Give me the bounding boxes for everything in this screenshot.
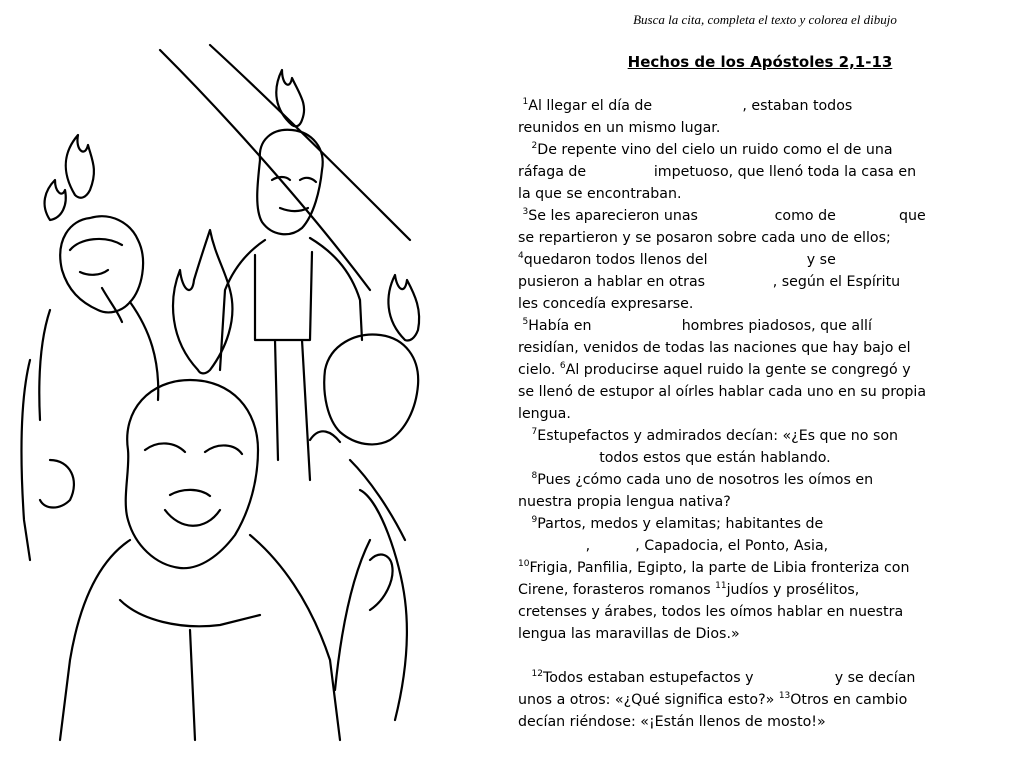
- verse-number: 13: [778, 691, 791, 701]
- text-line: [518, 249, 1008, 271]
- text-line: [518, 95, 1008, 117]
- text-segment: Todos estaban estupefactos y: [542, 670, 754, 686]
- verse-number: 7: [531, 427, 538, 437]
- text-line: residían, venidos de todas las naciones que hay bajo el: [518, 340, 911, 356]
- text-segment: cielo.: [518, 362, 556, 378]
- verse-number: 9: [531, 515, 538, 525]
- verse-number: 5: [522, 317, 529, 327]
- text-line: lengua las maravillas de Dios.»: [518, 626, 740, 642]
- text-line: [518, 689, 1008, 711]
- text-line: decían riéndose: «¡Están llenos de mosto!»: [518, 714, 826, 730]
- flame-top-left-icon: [45, 135, 94, 220]
- text-segment: Pues ¿cómo cada uno de nosotros les oímos en: [537, 472, 874, 488]
- flame-top-center-icon: [276, 70, 304, 126]
- text-segment: Al llegar el día de: [528, 98, 653, 114]
- text-segment: Se les aparecieron unas: [528, 208, 698, 224]
- apostle-center-figure: [220, 130, 362, 480]
- text-segment: quedaron todos llenos del: [523, 252, 708, 268]
- text-line: lengua.: [518, 406, 571, 422]
- text-segment: , estaban todos: [742, 98, 853, 114]
- verse-number: 12: [531, 669, 543, 679]
- text-line: [518, 557, 1008, 579]
- text-segment: Partos, medos y elamitas; habitantes de: [537, 516, 824, 532]
- text-line: [518, 447, 1008, 469]
- text-segment: De repente vino del cielo un ruido como el de una: [537, 142, 893, 158]
- text-segment: hombres piadosos, que allí: [681, 318, 872, 334]
- pentecost-illustration: [10, 40, 500, 750]
- verse-number: 8: [531, 471, 538, 481]
- text-line: [518, 359, 1008, 381]
- text-line: les concedía expresarse.: [518, 296, 694, 312]
- verse-number: 3: [522, 207, 529, 217]
- passage-text: [518, 95, 1008, 733]
- text-segment: ,: [585, 538, 591, 554]
- text-line: [518, 271, 1008, 293]
- text-line: [518, 139, 1008, 161]
- text-segment: y se: [806, 252, 836, 268]
- text-line: [518, 667, 1008, 689]
- text-segment: Otros en cambio: [790, 692, 908, 708]
- verse-number: 4: [518, 251, 524, 261]
- text-line: nuestra propia lengua nativa?: [518, 494, 731, 510]
- text-segment: como de: [774, 208, 836, 224]
- apostle-right-figure: [310, 335, 418, 720]
- text-segment: Había en: [528, 318, 592, 334]
- verse-number: 1: [522, 97, 529, 107]
- text-line: [518, 535, 1008, 557]
- text-segment: y se decían: [834, 670, 916, 686]
- text-segment: Al producirse aquel ruido la gente se congregó y: [565, 362, 911, 378]
- text-line: cretenses y árabes, todos les oímos hablar en nuestra: [518, 604, 904, 620]
- flame-right-icon: [388, 275, 419, 341]
- text-segment: ráfaga de: [518, 164, 587, 180]
- text-segment: judíos y prosélitos,: [726, 582, 860, 598]
- text-segment: todos estos que están hablando.: [599, 450, 831, 466]
- text-line: [518, 425, 1008, 447]
- text-line: [518, 205, 1008, 227]
- text-segment: unos a otros: «¿Qué significa esto?»: [518, 692, 775, 708]
- verse-number: 10: [518, 559, 530, 569]
- apostle-foreground-figure: [60, 380, 340, 740]
- text-line: reunidos en un mismo lugar.: [518, 120, 721, 136]
- text-line: la que se encontraban.: [518, 186, 682, 202]
- text-segment: , según el Espíritu: [772, 274, 901, 290]
- text-line: [518, 579, 1008, 601]
- text-segment: Cirene, forasteros romanos: [518, 582, 711, 598]
- text-line: se repartieron y se posaron sobre cada uno de ellos;: [518, 230, 891, 246]
- verse-number: 6: [559, 361, 566, 371]
- text-segment: , Capadocia, el Ponto, Asia,: [635, 538, 829, 554]
- passage-title: Hechos de los Apóstoles 2,1-13: [627, 53, 893, 71]
- text-segment: Estupefactos y admirados decían: «¿Es que no son: [537, 428, 899, 444]
- text-line: [518, 469, 1008, 491]
- text-line: [518, 161, 1008, 183]
- text-segment: que: [899, 208, 926, 224]
- instructions: Busca la cita, completa el texto y colorea el dibujo: [633, 12, 897, 27]
- apostle-left-figure: [22, 216, 159, 560]
- text-segment: Frigia, Panfilia, Egipto, la parte de Libia fronteriza con: [529, 560, 910, 576]
- verse-number: 2: [531, 141, 538, 151]
- text-segment: pusieron a hablar en otras: [518, 274, 706, 290]
- paragraph-gap: [518, 645, 1008, 667]
- text-line: se llenó de estupor al oírles hablar cada uno en su propia: [518, 384, 927, 400]
- text-segment: impetuoso, que llenó toda la casa en: [653, 164, 917, 180]
- text-line: [518, 315, 1008, 337]
- verse-number: 11: [715, 581, 727, 591]
- text-line: [518, 513, 1008, 535]
